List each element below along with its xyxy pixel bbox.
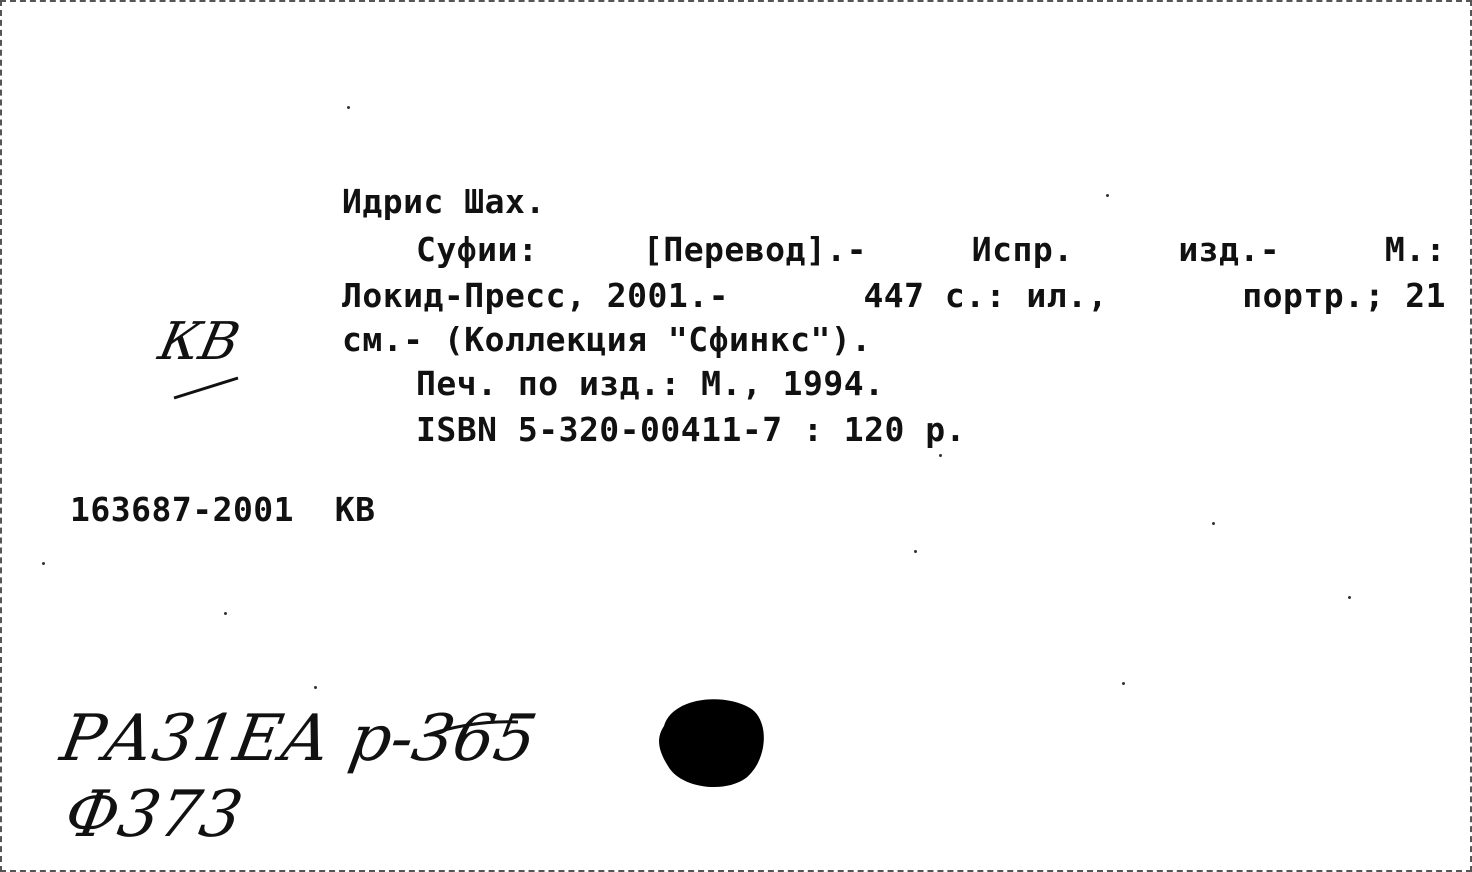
- publisher-line: [342, 276, 1446, 315]
- series-line: см.- (Коллекция "Сфинкс").: [342, 320, 872, 359]
- scan-speck: [347, 106, 350, 109]
- title-word: М.:: [1384, 230, 1446, 269]
- scan-speck: [1212, 522, 1215, 525]
- publisher-segment: портр.; 21: [1242, 276, 1446, 315]
- punch-hole-icon: [650, 690, 772, 794]
- scan-speck: [224, 612, 227, 615]
- title-line: [416, 230, 1446, 269]
- scan-speck: [42, 562, 45, 565]
- scan-speck: [1122, 682, 1125, 685]
- printed-from-note: Печ. по изд.: М., 1994.: [416, 364, 885, 403]
- title-word: изд.-: [1178, 230, 1281, 269]
- title-word: Испр.: [971, 230, 1074, 269]
- title-word: Суфии:: [416, 230, 539, 269]
- author-heading: Идрис Шах.: [342, 182, 546, 221]
- publisher-segment: Локид-Пресс, 2001.-: [342, 276, 729, 315]
- isbn-price: ISBN 5-320-00411-7 : 120 р.: [416, 410, 966, 449]
- handwritten-class-code: РА31ЕА р-365: [55, 702, 542, 776]
- title-word: [Перевод].-: [642, 230, 867, 269]
- accession-number: 163687-2001 КВ: [70, 490, 376, 529]
- scan-speck: [1106, 194, 1109, 197]
- scan-speck: [914, 550, 917, 553]
- handwritten-underline-icon: [172, 374, 242, 404]
- publisher-segment: 447 с.: ил.,: [863, 276, 1108, 315]
- scan-speck: [314, 686, 317, 689]
- handwritten-kv-mark: КВ: [153, 312, 245, 372]
- scan-speck: [939, 454, 942, 457]
- handwritten-author-mark: Ф373: [59, 778, 248, 852]
- handwritten-stroke-icon: [422, 714, 522, 744]
- scan-speck: [1348, 596, 1351, 599]
